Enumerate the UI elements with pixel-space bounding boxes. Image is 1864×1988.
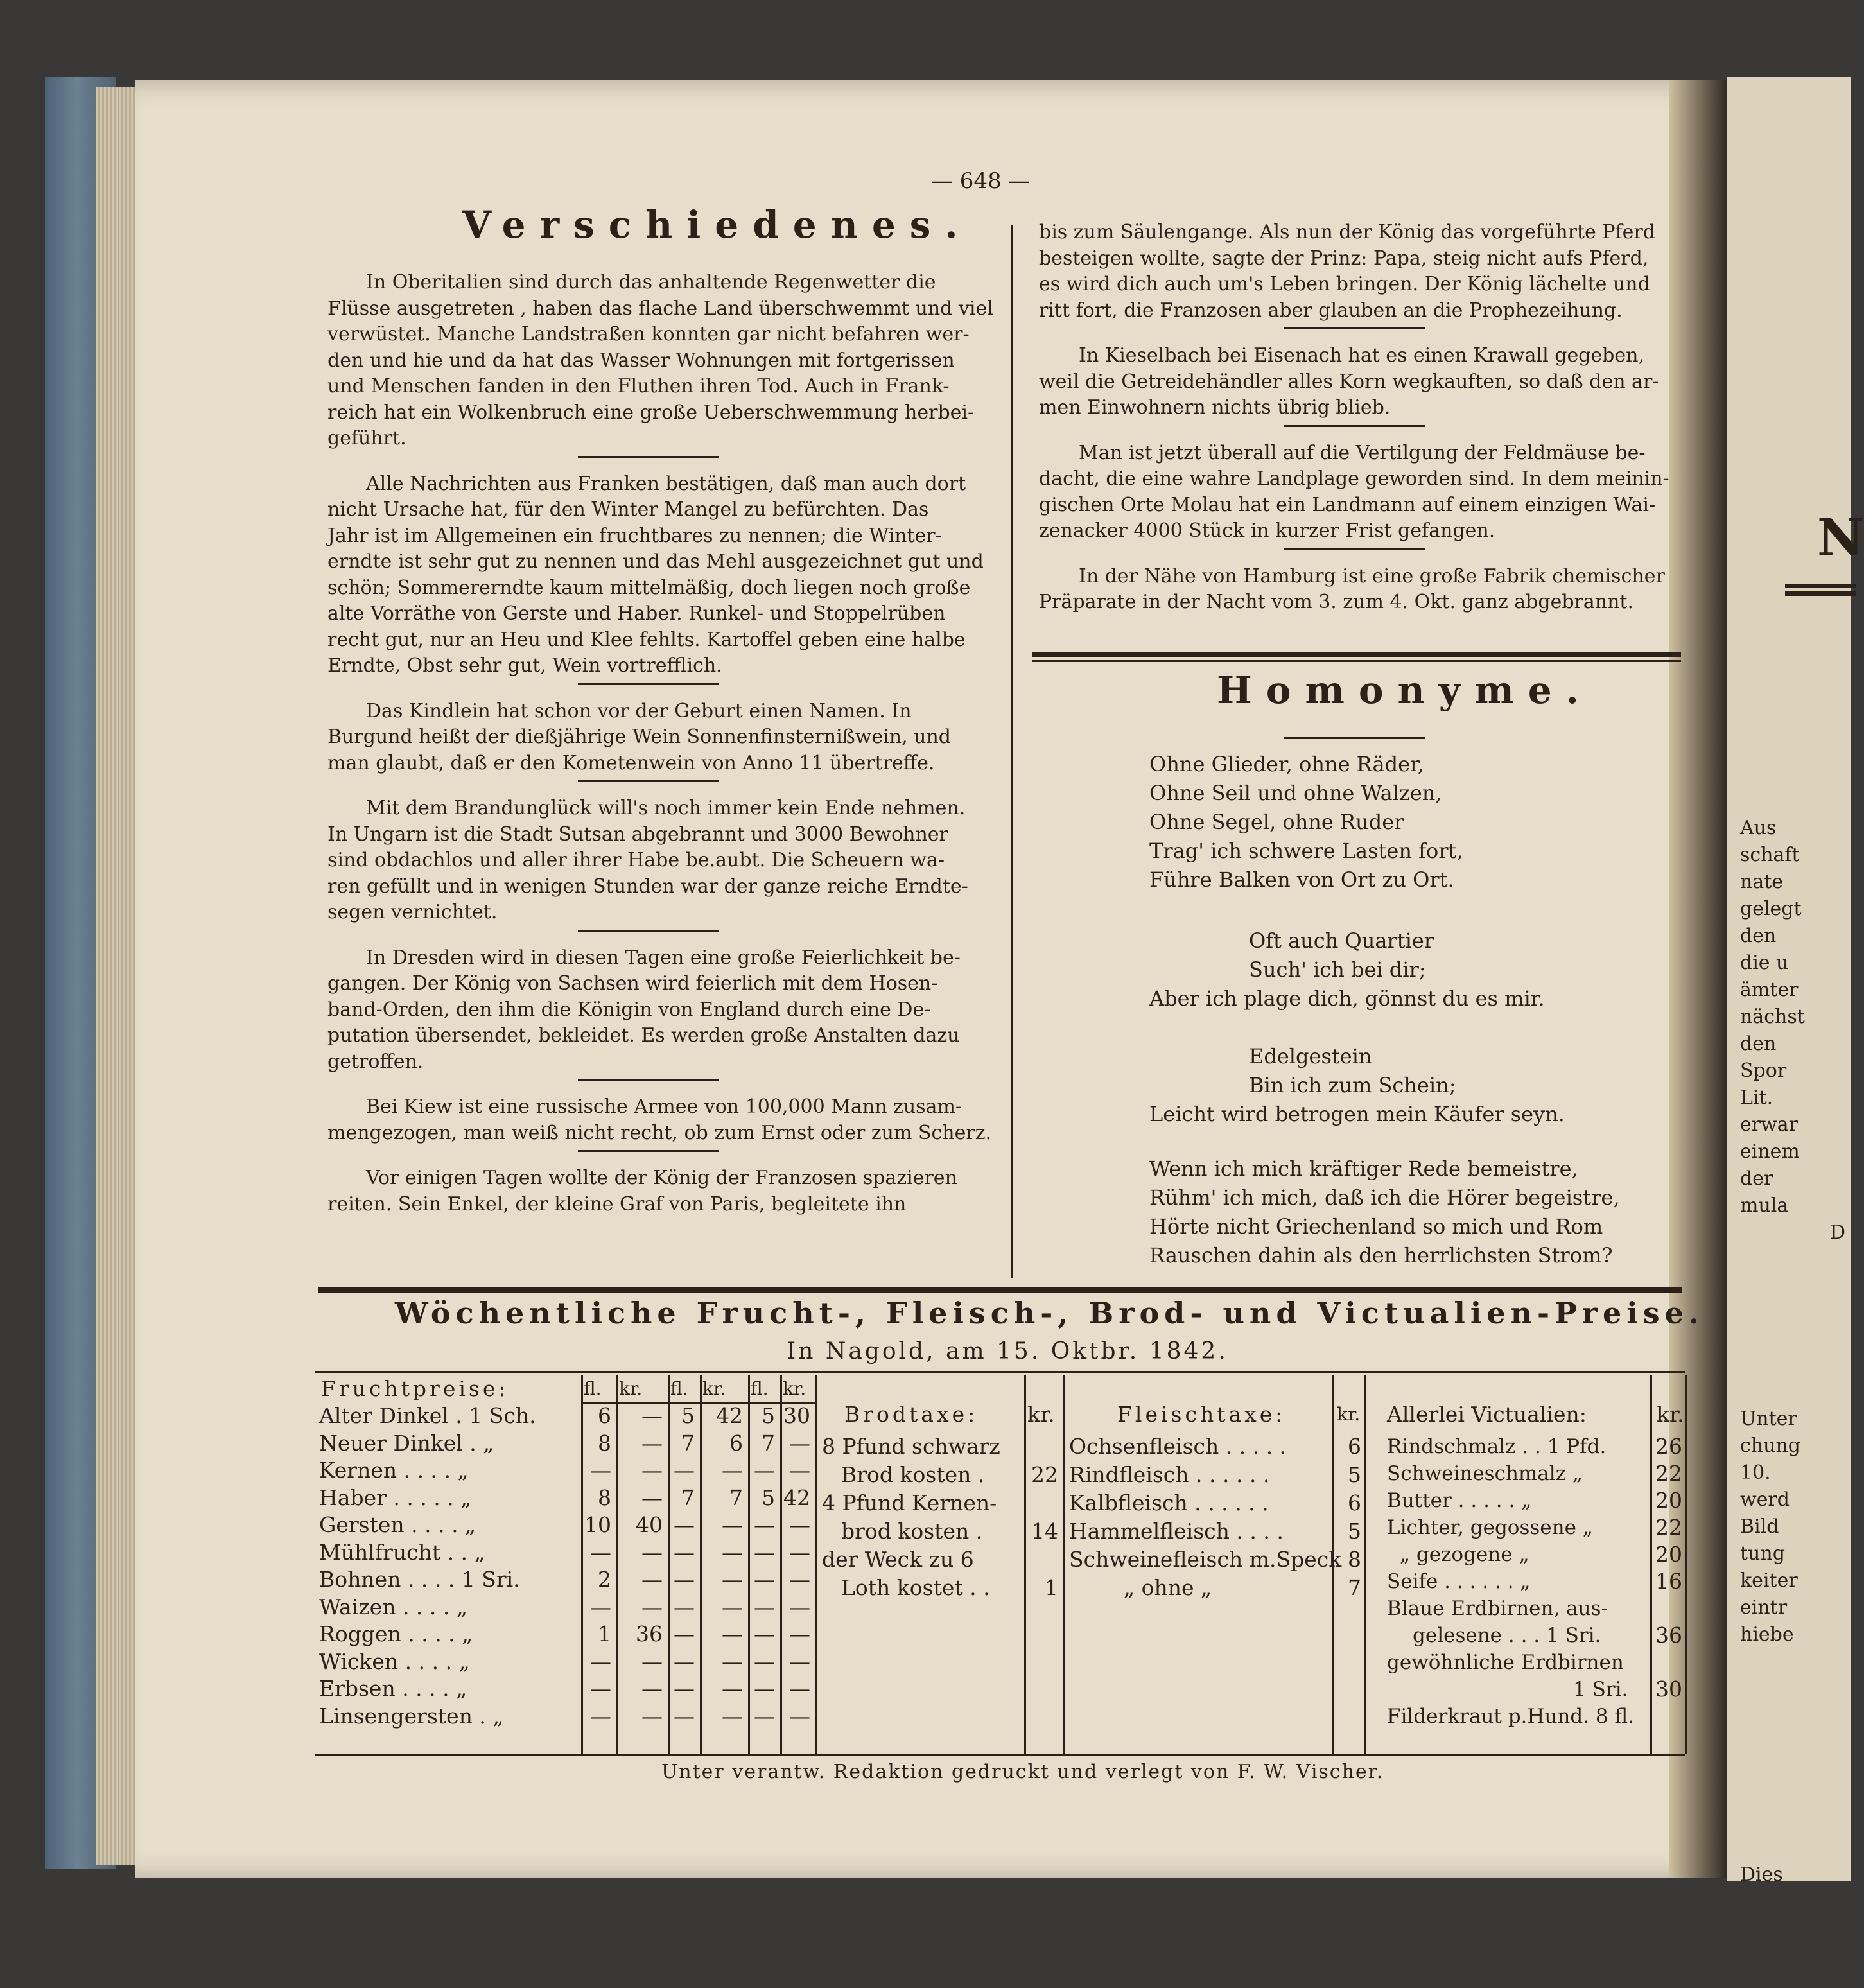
- frucht-price: —: [789, 1539, 810, 1565]
- frucht-price: —: [674, 1703, 695, 1729]
- paragraph-separator: [578, 780, 719, 782]
- table-top-rule: [318, 1287, 1682, 1293]
- frucht-price: —: [641, 1703, 663, 1729]
- paragraph-separator: [1284, 425, 1425, 427]
- brod-col-header: kr.: [1027, 1402, 1055, 1427]
- victualien-row-name: Seife . . . . . . „: [1387, 1570, 1531, 1593]
- frucht-price: —: [590, 1594, 611, 1619]
- brod-line: Brod kosten .: [841, 1462, 985, 1487]
- next-page-line: die u: [1740, 952, 1789, 974]
- poem-line: Leicht wird betrogen mein Käufer seyn.: [1149, 1102, 1565, 1126]
- paragraph-separator: [578, 930, 719, 932]
- frucht-price: 5: [762, 1485, 775, 1510]
- next-page-line: D: [1830, 1221, 1846, 1244]
- brod-price: 22: [1031, 1462, 1058, 1487]
- frucht-price: —: [789, 1621, 810, 1646]
- victualien-col-header: kr.: [1657, 1402, 1684, 1427]
- text-line: In Oberitalien sind durch das anhaltende Regenwetter die: [366, 271, 936, 293]
- frucht-price: 40: [636, 1512, 663, 1537]
- frucht-price: —: [789, 1567, 810, 1592]
- frucht-price: —: [789, 1430, 810, 1456]
- frucht-price: 8: [598, 1430, 611, 1456]
- text-line: recht gut, nur an Heu und Klee fehlts. Kartoffel geben eine halbe: [327, 628, 966, 651]
- victualien-price: 20: [1655, 1488, 1682, 1513]
- frucht-price: —: [722, 1539, 743, 1565]
- frucht-price: —: [674, 1458, 695, 1483]
- text-line: getroffen.: [327, 1050, 424, 1073]
- text-line: man glaubt, daß er den Kometenwein von Anno 11 übertreffe.: [327, 751, 935, 774]
- frucht-price: —: [674, 1567, 695, 1592]
- text-line: ren gefüllt und in wenigen Stunden war der ganze reiche Erndte-: [327, 875, 968, 898]
- poem-line: Rühm' ich mich, daß ich die Hörer begeistre,: [1149, 1185, 1620, 1210]
- frucht-price: —: [590, 1648, 611, 1674]
- frucht-price: —: [590, 1703, 611, 1729]
- text-line: es wird dich auch um's Leben bringen. Der König lächelte und: [1039, 273, 1650, 295]
- text-line: erndte ist sehr gut zu nennen und das Mehl ausgezeichnet gut und: [327, 550, 984, 573]
- victualien-row-name: 1 Sri.: [1573, 1678, 1628, 1701]
- frucht-price: 1: [598, 1621, 611, 1646]
- poem-line: Ohne Segel, ohne Ruder: [1149, 810, 1404, 834]
- frucht-row-name: Waizen . . . . „: [319, 1594, 467, 1619]
- frucht-price: —: [754, 1703, 775, 1729]
- next-page-rule-2: [1785, 591, 1856, 596]
- victualien-price: 22: [1655, 1461, 1682, 1486]
- frucht-price: 42: [783, 1485, 810, 1510]
- table-column-rule: [1685, 1375, 1687, 1754]
- victualien-row-name: Schweineschmalz „: [1387, 1462, 1583, 1485]
- frucht-price: 42: [716, 1403, 743, 1428]
- text-line: dacht, die eine wahre Landplage geworden sind. In dem meinin-: [1039, 467, 1669, 490]
- frucht-price: —: [641, 1594, 663, 1619]
- text-line: und Menschen fanden in den Fluthen ihren Tod. Auch in Frank-: [327, 375, 950, 397]
- frucht-price: —: [641, 1458, 663, 1483]
- text-line: segen vernichtet.: [327, 901, 498, 923]
- frucht-row-name: Bohnen . . . . 1 Sri.: [319, 1567, 520, 1592]
- next-page-line: Spor: [1740, 1059, 1787, 1082]
- frucht-price: —: [754, 1594, 775, 1619]
- brod-line: Loth kostet . .: [841, 1575, 990, 1600]
- brod-line: 4 Pfund Kernen-: [822, 1490, 997, 1515]
- frucht-price: —: [722, 1703, 743, 1729]
- frucht-price: 7: [681, 1430, 695, 1456]
- text-line: Bei Kiew ist eine russische Armee von 100,000 Mann zusam-: [366, 1095, 962, 1118]
- page-number: — 648 —: [931, 168, 1031, 194]
- paragraph-separator: [1284, 548, 1425, 550]
- printer-footer: Unter verantw. Redaktion gedruckt und verlegt von F. W. Vischer.: [661, 1761, 1384, 1783]
- frucht-row-name: Alter Dinkel . 1 Sch.: [319, 1403, 536, 1428]
- frucht-row-name: Neuer Dinkel . „: [319, 1430, 494, 1456]
- section-double-rule-2: [1032, 660, 1681, 662]
- text-line: sind obdachlos und aller ihrer Habe be.aubt. Die Scheuern wa-: [327, 849, 945, 871]
- text-line: nicht Ursache hat, für den Winter Mangel zu befürchten. Das: [327, 498, 929, 521]
- frucht-price: —: [674, 1676, 695, 1701]
- text-line: zenacker 4000 Stück in kurzer Frist gefangen.: [1039, 519, 1495, 542]
- text-line: Jahr ist im Allgemeinen ein fruchtbares zu nennen; die Winter-: [327, 524, 942, 547]
- poem-line: Such' ich bei dir;: [1249, 957, 1426, 982]
- next-page-line: den: [1740, 1033, 1777, 1055]
- fleisch-price: 7: [1348, 1575, 1361, 1600]
- victualien-row-name: gelesene . . . 1 Sri.: [1413, 1624, 1601, 1647]
- victualien-row-name: Lichter, gegossene „: [1387, 1516, 1593, 1539]
- price-table-subtitle: In Nagold, am 15. Oktbr. 1842.: [787, 1338, 1228, 1365]
- frucht-price: 5: [681, 1403, 695, 1428]
- victualien-price: 20: [1655, 1542, 1682, 1567]
- table-column-rule: [815, 1375, 817, 1754]
- frucht-col-header: fl.: [670, 1378, 688, 1399]
- frucht-col-header: kr.: [619, 1378, 643, 1399]
- text-line: In Ungarn ist die Stadt Sutsan abgebrannt und 3000 Bewohner: [327, 823, 948, 846]
- next-page-line: Dies: [1740, 1863, 1783, 1886]
- text-line: mengezogen, man weiß nicht recht, ob zum Ernst oder zum Scherz.: [327, 1121, 992, 1144]
- fleisch-price: 6: [1348, 1434, 1361, 1459]
- paragraph-separator: [1284, 327, 1425, 329]
- section-heading-homonyme: Homonyme.: [1217, 668, 1593, 712]
- poem-line: Ohne Seil und ohne Walzen,: [1149, 781, 1442, 805]
- frucht-price: —: [754, 1621, 775, 1646]
- next-page-line: nächst: [1740, 1006, 1805, 1028]
- poem-line: Bin ich zum Schein;: [1249, 1073, 1456, 1097]
- next-page-fragment: [1727, 77, 1864, 1886]
- text-line: Burgund heißt der dießjährige Wein Sonnenfinsternißwein, und: [327, 726, 951, 748]
- frucht-price: —: [641, 1567, 663, 1592]
- frucht-price: —: [722, 1567, 743, 1592]
- frucht-price: 36: [636, 1621, 663, 1646]
- frucht-price: —: [674, 1594, 695, 1619]
- next-page-line: hiebe: [1740, 1623, 1794, 1646]
- frucht-price: —: [754, 1512, 775, 1537]
- next-page-line: einem: [1740, 1140, 1800, 1163]
- text-line: band-Orden, den ihm die Königin von England durch eine De-: [327, 998, 931, 1021]
- text-line: Flüsse ausgetreten , haben das flache Land überschwemmt und viel: [327, 297, 993, 320]
- text-line: Vor einigen Tagen wollte der König der Franzosen spazieren: [366, 1167, 957, 1189]
- text-line: den und hie und da hat das Wasser Wohnungen mit fortgerissen: [327, 349, 955, 372]
- frucht-row-name: Linsengersten . „: [319, 1703, 504, 1729]
- next-page-line: Unter: [1740, 1408, 1797, 1430]
- next-page-line: erwar: [1740, 1113, 1798, 1136]
- frucht-price: 2: [598, 1567, 611, 1592]
- frucht-price: —: [754, 1676, 775, 1701]
- homonyme-rule: [1284, 737, 1425, 739]
- poem-line: Ohne Glieder, ohne Räder,: [1149, 752, 1424, 776]
- frucht-price: —: [674, 1539, 695, 1565]
- next-page-line: nate: [1740, 871, 1784, 893]
- frucht-price: —: [641, 1648, 663, 1674]
- fleisch-row-name: Kalbfleisch . . . . . .: [1069, 1490, 1269, 1515]
- poem-line: Rauschen dahin als den herrlichsten Strom?: [1149, 1243, 1613, 1268]
- frucht-price: —: [754, 1458, 775, 1483]
- next-page-line: Aus: [1740, 817, 1777, 839]
- next-page-line: schaft: [1740, 844, 1800, 866]
- next-page-line: tung: [1740, 1542, 1785, 1565]
- frucht-col-header: kr.: [783, 1378, 806, 1399]
- frucht-price: —: [789, 1703, 810, 1729]
- next-page-line: werd: [1740, 1488, 1790, 1511]
- frucht-price: —: [722, 1676, 743, 1701]
- section-double-rule: [1032, 652, 1681, 657]
- text-line: gischen Orte Molau hat ein Landmann auf einem einzigen Wai-: [1039, 493, 1656, 516]
- victualien-row-name: Rindschmalz . . 1 Pfd.: [1387, 1435, 1607, 1458]
- poem-line: Oft auch Quartier: [1249, 929, 1434, 953]
- frucht-price: —: [674, 1648, 695, 1674]
- frucht-price: 7: [762, 1430, 775, 1456]
- fleisch-price: 5: [1348, 1519, 1361, 1544]
- frucht-row-name: Roggen . . . . „: [319, 1621, 473, 1646]
- table-column-rule: [1063, 1375, 1065, 1754]
- brod-price: 1: [1045, 1575, 1058, 1600]
- brod-line: 8 Pfund schwarz: [822, 1434, 1000, 1459]
- paragraph-separator: [578, 1079, 719, 1081]
- section-heading-verschiedenes: Verschiedenes.: [462, 203, 972, 247]
- brod-line: der Weck zu 6: [822, 1547, 974, 1572]
- next-page-line: der: [1740, 1167, 1773, 1190]
- text-line: besteigen wollte, sagte der Prinz: Papa, steig nicht aufs Pferd,: [1039, 247, 1649, 270]
- frucht-price: —: [754, 1648, 775, 1674]
- victualien-price: 36: [1655, 1623, 1682, 1648]
- next-page-line: Lit.: [1740, 1086, 1773, 1109]
- frucht-price: —: [641, 1430, 663, 1456]
- text-line: Alle Nachrichten aus Franken bestätigen, daß man auch dort: [366, 472, 966, 495]
- text-line: verwüstet. Manche Landstraßen konnten gar nicht befahren wer-: [327, 323, 970, 345]
- frucht-price: —: [722, 1512, 743, 1537]
- frucht-price: —: [590, 1676, 611, 1701]
- text-line: geführt.: [327, 427, 406, 449]
- text-line: In der Nähe von Hamburg ist eine große Fabrik chemischer: [1079, 564, 1665, 588]
- poem-line: Hörte nicht Griechenland so mich und Rom: [1149, 1214, 1603, 1239]
- table-header-rule: [315, 1371, 1685, 1373]
- text-line: Das Kindlein hat schon vor der Geburt einen Namen. In: [366, 699, 912, 722]
- fleisch-header: Fleischtaxe:: [1117, 1402, 1286, 1427]
- frucht-price: —: [789, 1458, 810, 1483]
- next-page-rule: [1785, 584, 1856, 588]
- brod-price: 14: [1031, 1519, 1058, 1544]
- frucht-price: —: [722, 1458, 743, 1483]
- frucht-price: —: [674, 1512, 695, 1537]
- frucht-price: —: [590, 1458, 611, 1483]
- victualien-row-name: Filderkraut p.Hund. 8 fl.: [1387, 1705, 1635, 1728]
- text-line: reich hat ein Wolkenbruch eine große Ueberschwemmung herbei-: [327, 401, 975, 424]
- text-line: In Dresden wird in diesen Tagen eine große Feierlichkeit be-: [366, 946, 961, 969]
- frucht-col-header: fl.: [751, 1378, 769, 1399]
- frucht-price: —: [590, 1539, 611, 1565]
- next-page-line: Bild: [1740, 1515, 1779, 1538]
- text-line: men Einwohnern nichts übrig blieb.: [1039, 396, 1391, 419]
- next-page-line: mula: [1740, 1194, 1789, 1217]
- text-line: schön; Sommererndte kaum mittelmäßig, doch liegen noch große: [327, 576, 971, 599]
- frucht-row-name: Haber . . . . . „: [319, 1485, 472, 1510]
- frucht-row-name: Mühlfrucht . . „: [319, 1539, 485, 1565]
- frucht-price: —: [789, 1648, 810, 1674]
- frucht-price: —: [722, 1648, 743, 1674]
- frucht-col-header: fl.: [584, 1378, 602, 1399]
- text-line: Erndte, Obst sehr gut, Wein vortrefflich.: [327, 654, 722, 677]
- table-column-rule: [1364, 1375, 1366, 1754]
- next-page-heading: N: [1817, 507, 1864, 568]
- victualien-header: Allerlei Victualien:: [1387, 1402, 1587, 1427]
- text-line: reiten. Sein Enkel, der kleine Graf von Paris, begleitete ihn: [327, 1192, 907, 1216]
- next-page-line: 10.: [1740, 1461, 1771, 1484]
- next-page-line: eintr: [1740, 1596, 1788, 1619]
- frucht-price: —: [754, 1567, 775, 1592]
- fleisch-price: 6: [1348, 1490, 1361, 1515]
- next-page-line: keiter: [1740, 1569, 1798, 1592]
- victualien-row-name: „ gezogene „: [1400, 1543, 1529, 1566]
- text-line: putation übersendet, bekleidet. Es werden große Anstalten dazu: [327, 1024, 960, 1047]
- poem-line: Trag' ich schwere Lasten fort,: [1149, 839, 1463, 863]
- next-page-line: chung: [1740, 1434, 1800, 1457]
- frucht-row-name: Kernen . . . . „: [319, 1458, 469, 1483]
- frucht-price: 5: [762, 1403, 775, 1428]
- frucht-price: 7: [681, 1485, 695, 1510]
- price-table-title: Wöchentliche Frucht-, Fleisch-, Brod- und Victualien-Preise.: [395, 1296, 1704, 1330]
- frucht-price: —: [722, 1621, 743, 1646]
- poem-line: Führe Balken von Ort zu Ort.: [1149, 868, 1454, 892]
- frucht-price: 7: [729, 1485, 743, 1510]
- text-line: ritt fort, die Franzosen aber glauben an die Prophezeihung.: [1039, 299, 1623, 322]
- frucht-price: —: [754, 1539, 775, 1565]
- frucht-row-name: Wicken . . . . „: [319, 1648, 470, 1674]
- paragraph-separator: [578, 683, 719, 685]
- frucht-row-name: Gersten . . . . „: [319, 1512, 476, 1537]
- fleisch-price: 8: [1348, 1547, 1361, 1572]
- fleisch-row-name: Hammelfleisch . . . .: [1069, 1519, 1284, 1544]
- text-line: weil die Getreidehändler alles Korn wegkauften, so daß den ar-: [1039, 370, 1659, 393]
- victualien-price: 30: [1655, 1677, 1682, 1702]
- frucht-price: —: [674, 1621, 695, 1646]
- text-line: alte Vorräthe von Gerste und Haber. Runkel- und Stoppelrüben: [327, 602, 946, 625]
- frucht-row-name: Erbsen . . . . „: [319, 1676, 467, 1701]
- fleisch-row-name: Ochsenfleisch . . . . .: [1069, 1434, 1287, 1459]
- frucht-price: 30: [783, 1403, 810, 1428]
- book-gutter: [1669, 80, 1727, 1878]
- fleisch-row-name: „ ohne „: [1124, 1575, 1212, 1600]
- text-line: gangen. Der König von Sachsen wird feierlich mit dem Hosen-: [327, 972, 938, 995]
- frucht-header: Fruchtpreise:: [321, 1376, 509, 1401]
- victualien-row-name: Butter . . . . . „: [1387, 1489, 1532, 1512]
- frucht-price: —: [789, 1594, 810, 1619]
- frucht-price: 10: [584, 1512, 611, 1537]
- frucht-price: 6: [598, 1403, 611, 1428]
- text-line: In Kieselbach bei Eisenach hat es einen Krawall gegeben,: [1079, 344, 1644, 367]
- paragraph-separator: [578, 1150, 719, 1152]
- victualien-row-name: gewöhnliche Erdbirnen: [1387, 1651, 1624, 1674]
- victualien-price: 16: [1655, 1569, 1682, 1594]
- frucht-price: —: [641, 1485, 663, 1510]
- text-line: Man ist jetzt überall auf die Vertilgung der Feldmäuse be-: [1079, 441, 1646, 464]
- next-page-line: den: [1740, 925, 1777, 947]
- frucht-price: —: [722, 1594, 743, 1619]
- text-line: Mit dem Brandunglück will's noch immer kein Ende nehmen.: [366, 797, 966, 819]
- victualien-price: 26: [1655, 1434, 1682, 1459]
- brod-header: Brodtaxe:: [844, 1402, 979, 1427]
- fleisch-row-name: Schweinefleisch m.Speck: [1069, 1547, 1342, 1572]
- table-column-rule: [1024, 1375, 1026, 1754]
- table-bottom-rule: [315, 1754, 1685, 1756]
- text-line: bis zum Säulengange. Als nun der König das vorgeführte Pferd: [1039, 221, 1655, 243]
- text-line: Präparate in der Nacht vom 3. zum 4. Okt. ganz abgebrannt.: [1039, 591, 1634, 613]
- poem-line: Aber ich plage dich, gönnst du es mir.: [1149, 986, 1545, 1011]
- poem-line: Edelgestein: [1249, 1044, 1372, 1068]
- fleisch-price: 5: [1348, 1462, 1361, 1487]
- column-separator: [1011, 225, 1013, 1278]
- frucht-price: —: [789, 1676, 810, 1701]
- frucht-col-header: kr.: [702, 1378, 726, 1399]
- frucht-price: —: [641, 1676, 663, 1701]
- frucht-price: 8: [598, 1485, 611, 1510]
- next-page-line: ämter: [1740, 979, 1799, 1001]
- fleisch-row-name: Rindfleisch . . . . . .: [1069, 1462, 1270, 1487]
- paragraph-separator: [578, 456, 719, 458]
- next-page-line: gelegt: [1740, 898, 1802, 920]
- brod-line: brod kosten .: [841, 1519, 983, 1544]
- frucht-price: —: [641, 1539, 663, 1565]
- poem-line: Wenn ich mich kräftiger Rede bemeistre,: [1149, 1156, 1578, 1181]
- frucht-price: —: [641, 1403, 663, 1428]
- victualien-price: 22: [1655, 1515, 1682, 1540]
- table-column-rule: [1650, 1375, 1652, 1754]
- fleisch-col-header: kr.: [1337, 1404, 1361, 1425]
- frucht-price: —: [789, 1512, 810, 1537]
- victualien-row-name: Blaue Erdbirnen, aus-: [1387, 1597, 1608, 1620]
- frucht-price: 6: [729, 1430, 743, 1456]
